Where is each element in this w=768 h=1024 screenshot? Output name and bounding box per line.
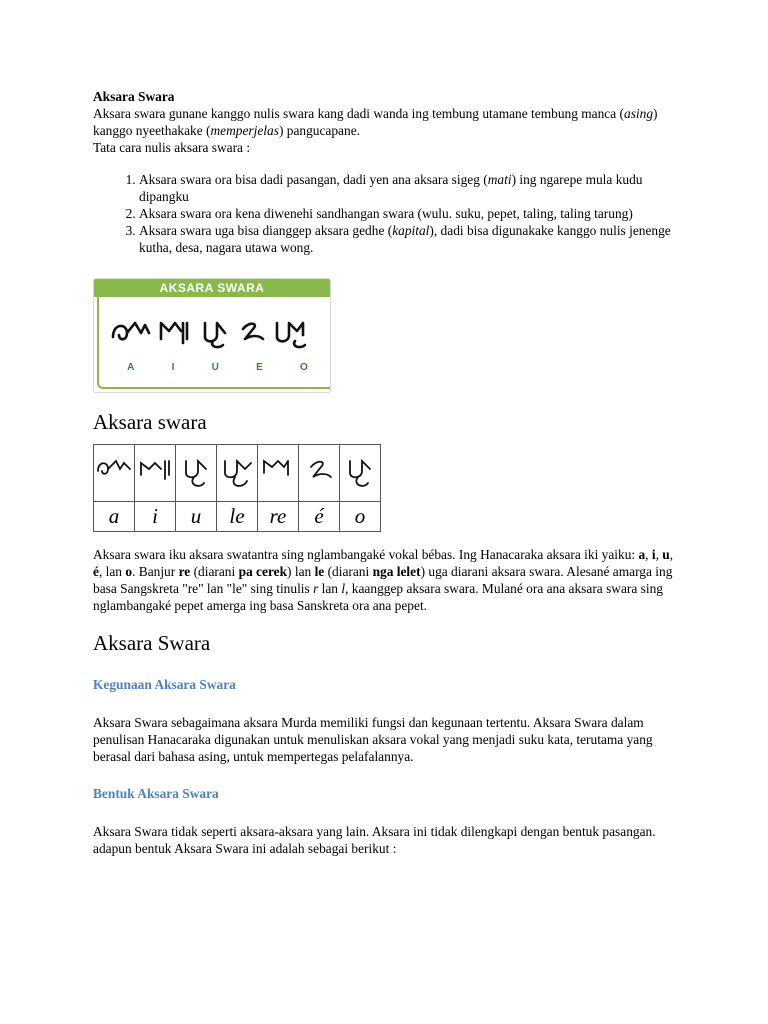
table-cell-glyph-e [299,445,340,502]
table-cell-latin: i [135,502,176,532]
bentuk-paragraph: Aksara Swara tidak seperti aksara-aksara yang lain. Aksara ini tidak dilengkapi dengan bentuk pasangan. adapun bentuk Aksara Swara ini adalah sebagai berikut : [93,824,656,856]
card-header: AKSARA SWARA [94,279,330,297]
table-cell-glyph-u [176,445,217,502]
javanese-glyphs-row [109,311,327,351]
section-title: Aksara Swara [93,89,175,104]
list-item: 2. Aksara swara ora kena diwenehi sandhangan swara (wulu. suku, pepet, taling, taling tarung) [139,205,683,222]
kegunaan-paragraph: Aksara Swara sebagaimana aksara Murda memiliki fungsi dan kegunaan tertentu. Aksara Swara dalam penulisan Hanacaraka digunakan untuk menuliskan aksara vokal yang menjadi suku kata, terutama yang berasal dari bahasa asing, untuk mempertegas pelafalannya. [93,715,653,764]
tata-cara-line: Tata cara nulis aksara swara : [93,140,251,155]
table-row-latin [94,502,381,532]
list-item: 1. Aksara swara ora bisa dadi pasangan, dadi yen ana aksara sigeg (mati) ing ngarepe mula kudu dipangku [139,171,683,205]
table-row-glyphs [94,445,381,502]
table-cell-glyph-a [94,445,135,502]
glyph-a [113,323,149,339]
glyph-u [205,323,225,347]
heading-aksara-swara-2: Aksara Swara [93,631,211,655]
card-body [97,297,330,389]
table-cell-latin: o [340,502,381,532]
table-cell-glyph-o [340,445,381,502]
aksara-swara-card-image [93,278,331,393]
heading-aksara-swara: Aksara swara [93,410,207,434]
document-page [93,88,683,857]
aksara-swara-paragraph: Aksara swara iku aksara swatantra sing nglambangaké vokal bébas. Ing Hanacaraka aksara iki yaiku: a, i, u, é, lan o. Banjur re (diarani pa cerek) lan le (diarani nga lelet) uga diarani aksara swara. Alesané amarga ing basa Sangskreta "re" lan "le" sing tinulis r lan l, kaanggep aksara swara. Mulané ora ana aksara swara sing nglambangaké pepet amerga ing basa Sanskreta ora ana pepet. [93,547,674,613]
table-cell-latin: re [258,502,299,532]
table-cell-glyph-i [135,445,176,502]
subheading-bentuk: Bentuk Aksara Swara [93,786,219,801]
aksara-swara-table [93,444,381,532]
table-cell-glyph-re [258,445,299,502]
card-latin-letters: A I U E O [127,362,309,373]
rules-list [93,171,683,256]
glyph-i [161,323,187,343]
list-item: 3. Aksara swara uga bisa dianggep aksara gedhe (kapital), dadi bisa digunakake kanggo nulis jenenge kutha, desa, nagara utawa wong. [139,222,683,256]
subheading-kegunaan: Kegunaan Aksara Swara [93,677,236,692]
table-cell-latin: u [176,502,217,532]
table-cell-latin: a [94,502,135,532]
table-cell-latin: é [299,502,340,532]
intro-paragraph: Aksara swara gunane kanggo nulis swara kang dadi wanda ing tembung utamane tembung manca (asing) kanggo nyeethakake (memperjelas) pangucapane. [93,106,658,138]
glyph-e [243,324,263,339]
table-cell-glyph-le [217,445,258,502]
table-cell-latin: le [217,502,258,532]
glyph-o [277,323,305,347]
